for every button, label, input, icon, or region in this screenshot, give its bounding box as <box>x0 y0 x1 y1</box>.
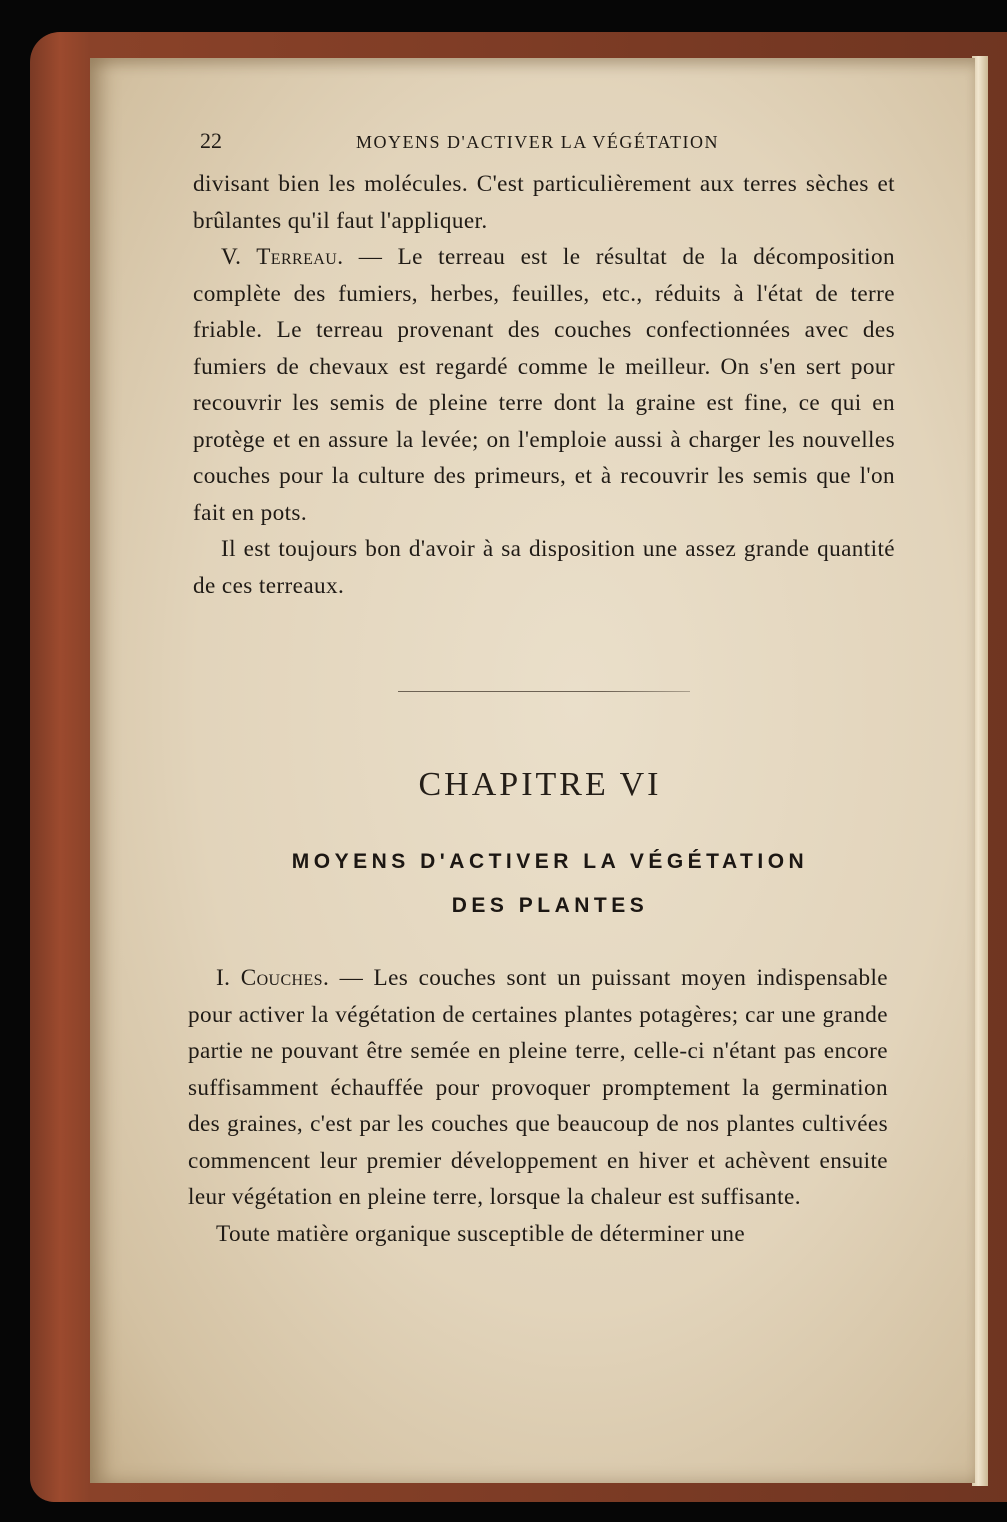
chapter-title: CHAPITRE VI <box>418 766 662 803</box>
chapter-heading <box>230 840 870 928</box>
continuation-paragraph: divisant bien les molécules. C'est particulièrement aux terres sèches et brûlantes qu'il faut l'appliquer. <box>193 171 895 234</box>
chapter-heading-line-2: DES PLANTES <box>451 894 649 917</box>
section-divider <box>398 691 690 692</box>
running-title: MOYENS D'ACTIVER LA VÉGÉTATION <box>356 132 719 152</box>
chapter-heading-line-1: MOYENS D'ACTIVER LA VÉGÉTATION <box>291 850 809 873</box>
page-number: 22 <box>200 128 222 153</box>
couches-text: — Les couches sont un puissant moyen indispensable pour activer la végétation de certaines plantes potagères; car une grande partie ne pouvant être semée en pleine terre, celle-ci n'étant pas encore suffisamment échauffée pour provoquer promptement la germination des graines, c'est par les couches que beaucoup de nos plantes cultivées commencent leur premier développement en hiver et achèvent ensuite leur végétation en pleine terre, lorsque la chaleur est suffisante. <box>188 965 888 1210</box>
couches-label: I. Couches. <box>216 965 330 991</box>
terreau-text: — Le terreau est le résultat de la décomposition complète des fumiers, herbes, feuilles, etc., réduits à l'état de terre friable. Le terreau provenant des couches confectionnées avec des fumiers de chevaux est regardé comme le meilleur. On s'en sert pour recouvrir les semis de pleine terre dont la graine est fine, ce qui en protège et en assure la levée; on l'emploie aussi à charger les nouvelles couches pour la culture des primeurs, et à recouvrir les semis que l'on fait en pots. <box>193 244 895 526</box>
terreau-label: V. Terreau. <box>221 244 344 270</box>
bottom-text-block <box>188 960 888 1252</box>
last-line-paragraph: Toute matière organique susceptible de déterminer une <box>216 1220 746 1247</box>
closing-paragraph: Il est toujours bon d'avoir à sa disposition une assez grande quantité de ces terreaux. <box>193 536 895 599</box>
terreau-paragraph <box>193 239 895 531</box>
top-text-block <box>193 166 895 604</box>
page-header <box>196 128 756 158</box>
couches-paragraph <box>188 960 888 1216</box>
